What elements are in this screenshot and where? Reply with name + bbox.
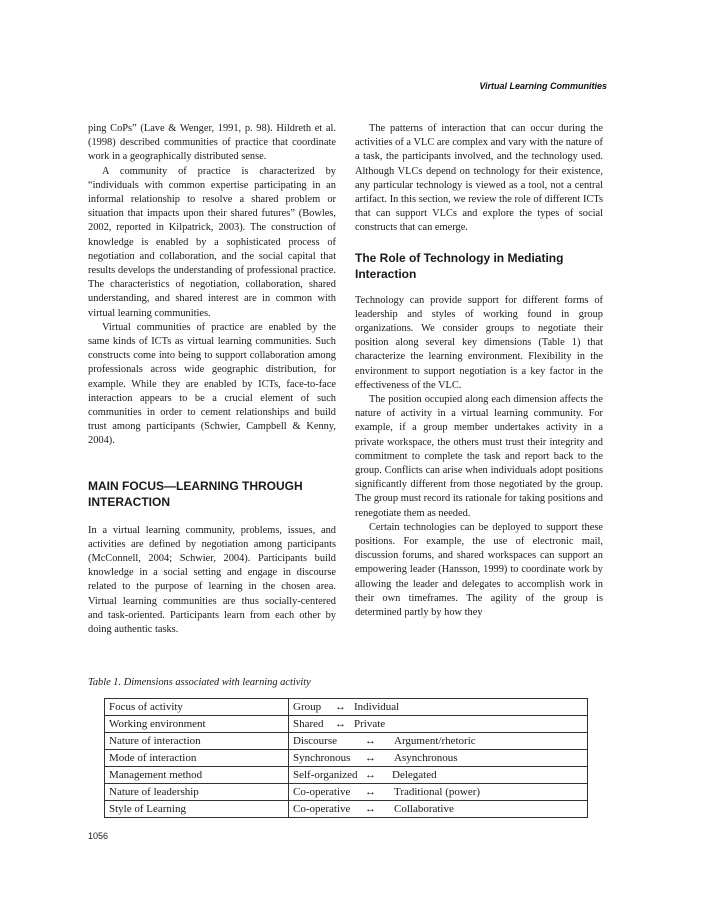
- range-left: Discourse: [293, 735, 337, 747]
- table-caption: Table 1. Dimensions associated with learning activity: [88, 677, 311, 688]
- range-left: Group: [293, 701, 322, 713]
- left-paragraph-2: A community of practice is characterized by “individuals with common expertise participating in an informal relationship to resolve a shared problem or situation that impacts upon their shared futures” (Bowles, 2002, reported in Kilpatrick, 2003). The construction of knowledge is enabled by a sophisticated process of negotiation and collaboration, and the social capital that results develops the understanding of professional practice. The characteristics of negotiation, collaboration, shared understanding, and shared interest are in common with virtual learning communities.: [88, 165, 336, 319]
- range-left: Synchronous: [293, 752, 351, 764]
- bidirectional-arrow-icon: ↔: [365, 752, 376, 764]
- section-heading-main-focus: MAIN FOCUS—LEARNING THROUGH INTERACTION: [88, 478, 303, 509]
- left-paragraph-1: ping CoPs” (Lave & Wenger, 1991, p. 98). Hildreth et al. (1998) described communities of practice that coordinate work in a geographically distributed sense.: [88, 123, 336, 163]
- range-cell: [289, 716, 588, 733]
- bidirectional-arrow-icon: ↔: [365, 735, 376, 747]
- table-row: [105, 699, 588, 716]
- dimension-cell: Management method: [105, 767, 289, 784]
- bidirectional-arrow-icon: ↔: [365, 803, 376, 815]
- range-right: Private: [354, 718, 386, 730]
- dimension-cell: Nature of interaction: [105, 733, 289, 750]
- range-left: Co-operative: [293, 803, 351, 815]
- range-right: Traditional (power): [394, 786, 481, 798]
- range-right: Individual: [354, 701, 400, 713]
- range-left: Shared: [293, 718, 324, 730]
- range-cell: [289, 767, 588, 784]
- bidirectional-arrow-icon: ↔: [365, 769, 376, 781]
- range-cell: [289, 750, 588, 767]
- right-paragraph-2: Technology can provide support for different forms of leadership and styles of working found in group organizations. We consider groups to negotiate their position along several key dimensions (Table 1) that characterize the learning environment. Flexibility in the environment to support negotiation is a key factor in the effectiveness of the VLC.: [355, 294, 603, 391]
- bidirectional-arrow-icon: ↔: [335, 718, 346, 730]
- section-heading-role-of-technology: The Role of Technology in Mediating Interaction: [355, 250, 564, 281]
- range-right: Delegated: [392, 769, 437, 781]
- dimension-cell: Nature of leadership: [105, 784, 289, 801]
- table-row: [105, 716, 588, 733]
- table-row: [105, 750, 588, 767]
- range-left: Self-organized: [293, 769, 358, 781]
- bidirectional-arrow-icon: ↔: [335, 701, 346, 713]
- dimension-cell: Focus of activity: [105, 699, 289, 716]
- range-cell: [289, 699, 588, 716]
- range-cell: [289, 784, 588, 801]
- left-column: [88, 122, 336, 637]
- table-row: [105, 767, 588, 784]
- right-column: [355, 122, 603, 620]
- right-paragraph-1: The patterns of interaction that can occur during the activities of a VLC are complex and vary with the nature of a task, the participants involved, and the technology used. Although VLCs depend on technology for their existence, any particular technology is viewed as a tool, not a central artifact. In this section, we review the role of different ICTs that can support VLCs and explore the types of social constructs that can emerge.: [355, 123, 603, 234]
- range-right: Collaborative: [394, 803, 454, 815]
- dimension-cell: Working environment: [105, 716, 289, 733]
- table-row: [105, 733, 588, 750]
- bidirectional-arrow-icon: ↔: [365, 786, 376, 798]
- table-row: [105, 801, 588, 818]
- running-header: Virtual Learning Communities: [479, 81, 607, 91]
- range-cell: [289, 733, 588, 750]
- right-paragraph-4: Certain technologies can be deployed to support these positions. For example, the use of electronic mail, discussion forums, and shared workspaces can support an empowering leader (Hansson, 1999) to coordinate work by allowing the leader and delegates to accomplish work in their own timeframes. The agility of the group is determined partly by how they: [355, 521, 603, 619]
- left-paragraph-3: Virtual communities of practice are enabled by the same kinds of ICTs as virtual learning communities. Such constructs come into being to support collaboration among professionals across wide geographic distribution, for example. While they are enabled by ICTs, face-to-face interaction appears to be a crucial element of such communities in order to cement relationships and build trust among participants (Schwier, Campbell & Kenny, 2004).: [88, 321, 336, 447]
- dimension-cell: Style of Learning: [105, 801, 289, 818]
- left-paragraph-4: In a virtual learning community, problems, issues, and activities are defined by negotiation among participants (McConnell, 2004; Schwier, 2004). Participants build knowledge in a social setting and engage in discourse related to the purpose of learning in the chosen area. Virtual learning communities are thus socially-centered and task-oriented. Participants learn from each other by doing authentic tasks.: [88, 524, 336, 636]
- dimensions-table: [104, 698, 588, 818]
- range-cell: [289, 801, 588, 818]
- table-row: [105, 784, 588, 801]
- dimension-cell: Mode of interaction: [105, 750, 289, 767]
- page-number: 1056: [88, 831, 109, 841]
- range-right: Asynchronous: [394, 752, 458, 764]
- range-right: Argument/rhetoric: [394, 735, 476, 747]
- range-left: Co-operative: [293, 786, 351, 798]
- right-paragraph-3: The position occupied along each dimension affects the nature of activity in a virtual learning community. For example, if a group member undertakes activity in a private workspace, the others must trust their integrity and commitment to complete the task and report back to the group. Conflicts can arise when individuals adopt positions significantly different from those negotiated by the group. The group must record its rationale for taking positions and renegotiate them as needed.: [355, 394, 603, 519]
